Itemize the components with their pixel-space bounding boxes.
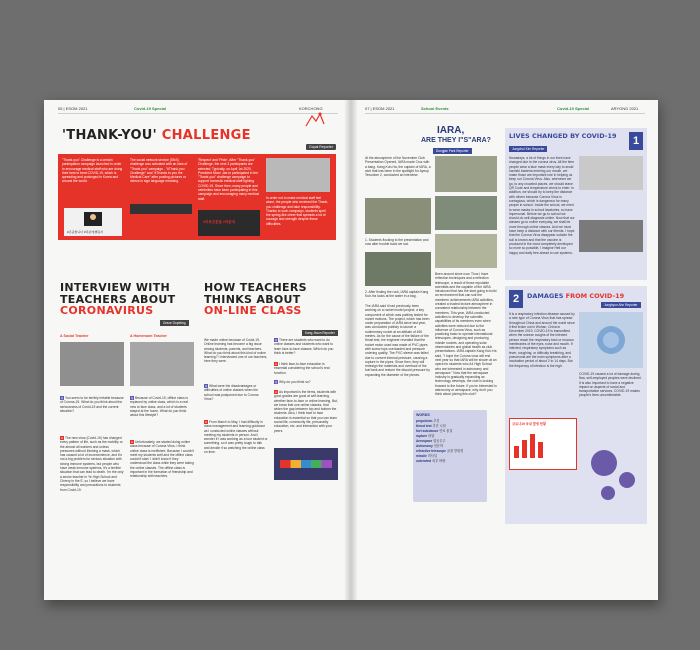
lives-reporter-tag: Jungchul Kim Reporter xyxy=(509,146,547,152)
iara-word-ko: 추진 xyxy=(432,419,440,423)
damages-text-2: COVID-19 caused a lot of damage during flow, self-employed peoples were declined. It is also important to have a negative impact on aspects of social and transportation services. COVID-19 makes people's lives uncomfortable. xyxy=(579,372,642,398)
iara-word-en: fuel substance xyxy=(416,429,439,433)
thank-you-title-challenge: CHALLENGE xyxy=(161,128,251,143)
online-reporter-tag: Kang Jiwon Reporter xyxy=(302,330,338,336)
thank-you-title-quote: 'THANK-YOU' xyxy=(62,128,157,143)
interview-photo-2 xyxy=(130,342,194,386)
thank-you-col-1: "Thank-you" Challenge is a certain participation campaign launched in order to encourage medical staff who are doing their best to treat COVID-19, which is spreading and prolonged in Korea and around the world. xyxy=(62,158,123,184)
virus-icon-1 xyxy=(591,450,617,476)
iara-word-ko: 천문학 xyxy=(432,444,443,448)
iara-caption-1: 1. Students flocking to the presentation and now alter trouble back we sat. xyxy=(365,238,429,247)
iara-photo-2 xyxy=(365,252,431,286)
online-title-line-1: HOW TEACHERS xyxy=(204,281,307,294)
left-header-issue: 05 | ESOM 2021 xyxy=(58,106,88,111)
thank-you-photo-2 xyxy=(198,210,260,236)
interview-title-line-1: INTERVIEW WITH xyxy=(60,281,171,294)
iara-word-ko: 미사일 xyxy=(426,454,437,458)
iara-words-title: WORDS xyxy=(416,413,430,417)
waving-hand-icon xyxy=(302,112,328,130)
left-header-right: KORCHONG xyxy=(299,106,323,111)
thank-you-photo-3 xyxy=(266,158,330,192)
interview-a1: A The new virus (Covid-19) has changed every pattern of life, such as the mobility or the almost all workers and unless pressures without thinking a mask, which has caused a lot of inconvenience, and it's not a big problem for serious situation with strong immune systems, but people who have weak immune systems, it's a terrible situation that can lead to death. I'm the only a senior teacher in Ye High School and Cheery in the E, so I believe we have responsibility and precautions to students from Covid-19. xyxy=(60,436,124,492)
right-header-right: ARYONG 2021 xyxy=(611,106,639,111)
thank-you-col-4: In order not to make medical staff feel alone, the people who received the Thank-you challenge and take responsibility. Thanks to such campaign, students spell the spring-like cheer that spreads a lot of courage and strength despite these difficulties. xyxy=(266,196,329,226)
online-intro: We made online because of Covid-19. Online learning has become a big issue among students, parents, and teachers. What do you think about this kind of online learning? I interviewed one of our teachers, here they were. xyxy=(204,338,268,364)
online-title xyxy=(204,282,307,317)
iara-col-3: Been around since now. Thus I have reflection techniques and a reflection telescope, a result of those reputable scientists and the capable of the IARA introduced that has the start going to build an environment that can suit the members' achievements IARA activities, created a trusted lecture atmosphere in consistent relationship between the members. This year, IARA conducted activities to develop the scientific capabilities of its members even when activities were reduced due to the influence of Corona Virus, such as practicing basic to operate international telescopes, designing and producing missile rockets, and operating solar observatories and global health as club presentations. IARA captain Kang Kuh-Ha said, "I hope the Corona virus will end next year so that IARA will be shown at an opera for students who A4 High School who are interested in astronomy and aerospace." Now that the aerospace industry is gradually expanding as technology develops, the club is looking forward to the future. If you're interested in astronomy or aerospace, why don't you think about joining this club? xyxy=(435,272,497,397)
interview-reporter-tag: Grace Gopeting xyxy=(160,320,189,326)
iara-word-ko: 굴절 망원경 xyxy=(445,449,464,453)
iara-word-en: Aerospace xyxy=(416,439,433,443)
thank-you-hands-icon xyxy=(64,208,122,230)
damages-virus-photo xyxy=(579,312,643,368)
lives-number: 1 xyxy=(629,132,643,150)
iara-word-en: refractive telescope xyxy=(416,449,446,453)
thank-you-photo-1 xyxy=(64,208,122,236)
iara-words-box xyxy=(413,410,487,502)
iara-word-en: thrust test xyxy=(416,424,432,428)
online-a3: A As important is the items, students with good grades are good at self-learning, whether face-to-face or online learning. But, we know that one online classes, that widen the gap between top and bottom the students. Also, I think face to face education is essential so that you can learn social life, community life, personality education, etc. and interaction with your peers. xyxy=(274,390,338,433)
iara-word-ko: 항공우주 xyxy=(432,439,446,443)
thank-you-title xyxy=(62,128,251,143)
right-header-tag-1: School Events xyxy=(421,106,449,111)
left-page xyxy=(44,100,351,600)
damages-chart-caption: 코로나19 국내 발생 현황 xyxy=(512,422,546,426)
iara-word-en: outerwind xyxy=(416,459,432,463)
iara-word-en: propulsion xyxy=(416,419,433,423)
damages-chart-bars xyxy=(510,428,570,458)
interview-title-line-3: CORONAVIRUS xyxy=(60,304,154,317)
right-header-tag-2: Covid-19 Special xyxy=(557,106,590,111)
iara-words-list xyxy=(413,419,487,464)
damages-text: It is a respiratory infection disease caused by a new type of Corona Virus that has spread throughout China and around the world since it first broke out in Wuhan, China in December 2019. COVID-19 is transmitted when the sneeze coughs of the infected person reach the respiratory tract or mucous membranes of the eyes, nose and mouth. If infected, respiratory symptoms such as fever, coughing, or difficulty breathing, and pneumonia are the main symptoms after a incubation period of about 2 to 14 days. But the frequency of infection is the high. xyxy=(509,312,575,368)
microscope-virus-icon xyxy=(579,312,643,368)
iara-word-item xyxy=(416,459,487,464)
online-q3: Q Why do you think so? xyxy=(274,380,311,384)
iara-reporter-tag: Dongjae Park Reporter xyxy=(433,148,472,154)
damages-chart xyxy=(509,418,577,470)
iara-word-ko: 파열 xyxy=(427,434,435,438)
damages-reporter-tag: Junghyun Ahn Reporter xyxy=(601,302,641,308)
interview-a2: A Unfortunately, we started doing online class because of Corona Virus. I think online class is inefficient, Because I couldn't meet my students well and the offline class couldn't start. I didn't know if they understood the class while they were taking the online classes. The offline class is important in the formation of friendship and relationship with teachers. xyxy=(130,440,194,479)
thank-you-reporter-tag: Gopal Reporter xyxy=(306,144,336,150)
right-page xyxy=(351,100,658,600)
interview-q1: Q You seem to be terribly irritable because of Corona-19. What do you think about the seriousness of Covid-19 and the current situation? xyxy=(60,396,124,413)
online-class-screen xyxy=(274,448,338,480)
lives-title: LIVES CHANGED BY COVID-19 xyxy=(509,132,617,140)
iara-col-1: At the atmosphere of the November Club Presentation Opened, IARA made Cruz with a bang. Kang Kuh-Ha, the captain of IARA, a club that has been in the spotlight for Ayeup Teworlom 2, conducted an interview. xyxy=(365,156,431,178)
left-header-tag: Covid-19 Special xyxy=(134,106,167,111)
online-title-line-2: THINKS ABOUT xyxy=(204,292,301,306)
virus-icon-3 xyxy=(601,486,615,500)
damages-number: 2 xyxy=(509,290,523,308)
online-class-tiles xyxy=(280,460,332,468)
iara-photo-5 xyxy=(435,234,497,268)
iara-title-line-2: ARE THEY I"S"ARA? xyxy=(421,137,491,144)
iara-title-line-1: IARA, xyxy=(437,125,465,136)
right-header-issue: 07 | ESOM 2021 xyxy=(365,106,395,111)
interview-q2: Q Because of Covid-19, offline class is replaced by online class, which is a real new to face class, and a lot of students stayed at the home. What do you think about this lifestyle? xyxy=(130,396,188,418)
iara-word-ko: 연료 물질 xyxy=(438,429,453,433)
iara-photo-1 xyxy=(365,198,431,234)
iara-col-2: The IARA said it had previously been working on a rocket model project, a key component of which was publicly tested for rocket motions. The project, which has been under preparation of IARA since last year, was conducted publicly to launch a rudimentary rocket at an altitude of 450 meters. As for the cause of the failure of the thrust test, the engineer revealed that the rocket motor used was made of PVC pipes with screw tops overloaded and pressure ordering quality. The PVC sleeve was failed due to convert internal pressure, causing a rupture in the pipes. Since then, they will redesign the materials and overhaul of the fuel tank and restore the discoid pressure by expanding the diameter of the pieces. xyxy=(365,304,430,377)
online-q2: Q There are students who want to do online classes and students who want to learn face-to-face classes. Which do you think is better? xyxy=(274,338,334,355)
damages-title xyxy=(527,292,624,300)
virus-icon-2 xyxy=(619,472,635,488)
lives-photo-2 xyxy=(579,220,643,252)
thank-you-photo-strip xyxy=(130,204,192,214)
lives-photo-1 xyxy=(579,156,643,190)
iara-photo-3 xyxy=(435,156,497,192)
thank-you-photo-1-caption: #존중합니다 #덕분에챌린지 xyxy=(67,230,104,234)
iara-caption-2: 2. After finding the rock, IARA captain Kang Kuh-Ha looks at the water in a bag. xyxy=(365,290,429,299)
iara-word-ko: 외부 바람 xyxy=(431,459,446,463)
interview-photo-1 xyxy=(60,342,124,386)
iara-word-ko: 추진 시험 xyxy=(431,424,446,428)
magazine-gutter xyxy=(344,100,358,600)
thank-you-photo-2-caption: #의료진분들 #덕분에 xyxy=(203,220,235,224)
online-title-line-3: ON-LINE CLASS xyxy=(204,304,302,317)
iara-word-en: Astronomy xyxy=(416,444,433,448)
thank-you-col-2: The social network service (SNS) challenge was activated with an idea of "Thank you" campaign - "#Thank-you Challenge" and "#Thanks to you the Medical Care" after posting pictures or videos in sign language meaning. xyxy=(130,158,188,184)
right-header-rule xyxy=(365,113,645,114)
thank-you-col-3: 'Respect' and 'Pride'. After "Thank-you" Challenge, the next 3 participants are selected. Typically, on April 1st 2020, President Moon Jae-in participated in the "Thank-you" challenge campaign to support domestic medical staff fighting COVID-19. Since then, many people and celebrities have been participating in this campaign and encouraging many medical staff. xyxy=(198,158,260,201)
left-header-rule xyxy=(58,113,338,114)
lives-text: Nowadays, a lot of things in our lives have changed due to the corona virus. All the time people wear a face mask every day to avoid harmful bacteria entering our mouth, we make those are important role in helping us keep our Corona Virus. Also, whenever we go, to any crowded places, we should leave QR Code and temperature check to enter. In addition, we should try to keep the distance with others because Corona Virus is contagious, which is dangerous for many people in school. Inside the school, we need to wear masks in school lavatories, so have impersonal. Before we go to school we should do self-diagnosis online. Now that our classes go to online everyday, we shall be more through online classes. And we must have keep a distance with our friends. I hope that the Corona Virus disappear outside the soil is known and that the vaccine is produced in the most completely developed so more so possible, I imagine Heli our happy and daily free-ahead to use systems. xyxy=(509,156,575,255)
online-a2: A I think face-to-face education is essential considering the school's real function. xyxy=(274,362,330,375)
interview-title xyxy=(60,282,175,317)
iara-word-en: rupture xyxy=(416,434,428,438)
damages-title-word: DAMAGES xyxy=(527,292,564,300)
online-q1: Q What were the disadvantages or difficulties of online classes when the school was postponed due to Corona Virus? xyxy=(204,384,259,401)
iara-photo-4 xyxy=(435,196,497,230)
online-a1: A From March to May, I had difficulty in class management and learning guidance as I conducted online classes without meeting my students in person. And I wonder if I was working as a tour student or something, so it was pretty tough to talk and decide if so watching the online class on time. xyxy=(204,420,268,455)
interview-title-line-2: TEACHERS ABOUT xyxy=(60,292,176,306)
iara-word-en: missile xyxy=(416,454,427,458)
damages-title-rest: FROM COVID-19 xyxy=(565,292,625,300)
interview-name-2: A Homeroom Teacher xyxy=(130,334,167,338)
interview-name-1: A Social Teacher xyxy=(60,334,89,338)
